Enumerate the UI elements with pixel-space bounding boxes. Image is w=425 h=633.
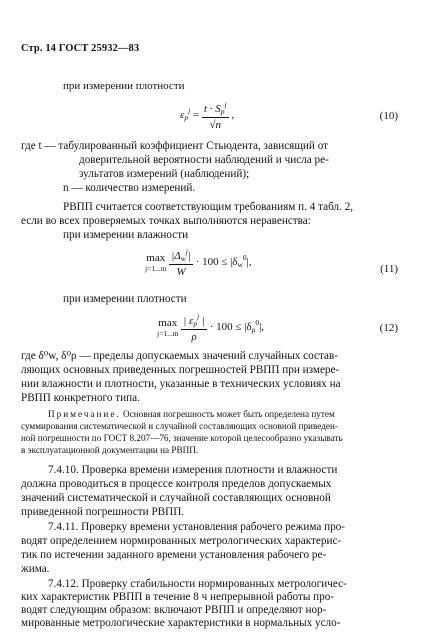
where-t-line-3: зультатов измерений (наблюдений);: [79, 168, 250, 180]
p7412-line-1: 7.4.12. Проверку стабильности нормированных метрологичес-: [48, 578, 347, 590]
eq11-tail: · $100 \le |\delta_w^0|$,: [195, 253, 252, 270]
where-t-line-2: доверительной вероятности наблюдений и числа ре-: [79, 154, 329, 166]
density-intro: при измерении плотности: [63, 80, 185, 92]
p7412-line-4: мированные метрологические характеристики в нормальных усло-: [21, 617, 341, 629]
where-delta-line-3: нии влажности и плотности, указанные в технических условиях на: [21, 378, 341, 390]
p7410-line-3: значений систематической и случайной составляющих основной: [21, 492, 331, 504]
p7411-line-4: жима.: [21, 563, 50, 575]
p7410-line-4: приведенной погрешности РВПП.: [21, 506, 185, 518]
eq10-fraction: [202, 100, 229, 131]
eq12-tail: · $100 \le |\delta_\rho^0|$,: [209, 318, 265, 335]
p7411-line-1: 7.4.11. Проверку времени установления рабочего режима про-: [48, 521, 346, 533]
eq10-numerator: $t \cdot S_p^j$: [203, 100, 227, 116]
where-n: n — количество измерений.: [63, 182, 196, 194]
equation-12: [157, 312, 264, 343]
note-line-1: Примечание. Основная погрешность может быть определена путем: [48, 409, 335, 419]
eq11-numerator: $|\Delta_w^j|$: [171, 247, 191, 263]
where-delta-line-4: РВПП конкретного типа.: [21, 392, 140, 404]
note-label: Примечание.: [48, 409, 121, 419]
eq12-numerator: | $\varepsilon_p^j$ |: [183, 312, 206, 328]
equation-12-number: (12): [379, 322, 398, 334]
eq12-max: max j=1...m: [157, 317, 179, 338]
eq12-fraction: [181, 312, 207, 343]
note-line-3: ной погрешности по ГОСТ 8.207—76, значение которой целесообразно указывать: [21, 433, 343, 443]
p7410-line-1: 7.4.10. Проверка времени измерения плотности и влажности: [48, 464, 338, 476]
page-header: Стр. 14 ГОСТ 25932—83: [21, 43, 140, 54]
where-delta-line-1: где δ⁰w, δ⁰ρ — пределы допускаемых значений случайных состав-: [21, 350, 338, 362]
density-intro-2: при измерении плотности: [63, 293, 187, 305]
equation-11-number: (11): [380, 263, 398, 275]
p7410-line-2: должна проводиться в процессе контроля пределов допускаемых: [21, 478, 332, 490]
note-line-4: в эксплуатационной документации на РВПП.: [21, 445, 199, 455]
equation-10-number: (10): [379, 110, 398, 122]
rvpp-line-2: если во всех проверяемых точках выполняются неравенства:: [21, 215, 311, 227]
eq10-lhs: $\varepsilon_p^j$: [180, 106, 191, 123]
eq11-denominator: W: [176, 266, 186, 278]
rvpp-line-1: РВПП считается соответствующим требованиям п. 4 табл. 2,: [63, 201, 354, 213]
where-t-line-1: где t — табулированный коэффициент Стьюдента, зависящий от: [21, 140, 329, 152]
eq11-max: max j=1...m: [145, 252, 167, 273]
eq10-denominator: √n: [209, 119, 221, 131]
eq12-denominator: ρ: [191, 331, 197, 343]
note-line-2: суммирования систематической и случайной составляющих основной приведен-: [21, 421, 338, 431]
p7411-line-2: водят определением нормированных метрологических характерис-: [21, 535, 342, 547]
p7412-line-2: ких характеристик РВПП в течение 8 ч непрерывной работы про-: [21, 591, 335, 603]
moisture-intro: при измерении влажности: [63, 229, 189, 241]
p7411-line-3: тик по истечении заданного времени установления рабочего ре-: [21, 549, 327, 561]
eq11-fraction: [169, 247, 193, 278]
equation-11: [145, 247, 252, 278]
where-delta-line-2: ляющих основных приведенных погрешностей РВПП при измере-: [21, 364, 340, 376]
p7412-line-3: водят следующим образом: включают РВПП и определяют нор-: [21, 604, 327, 616]
equation-10: $\varepsilon_p^j$ = $\frac{t \cdot S_p^j}{√n}$ ,: [180, 100, 235, 131]
